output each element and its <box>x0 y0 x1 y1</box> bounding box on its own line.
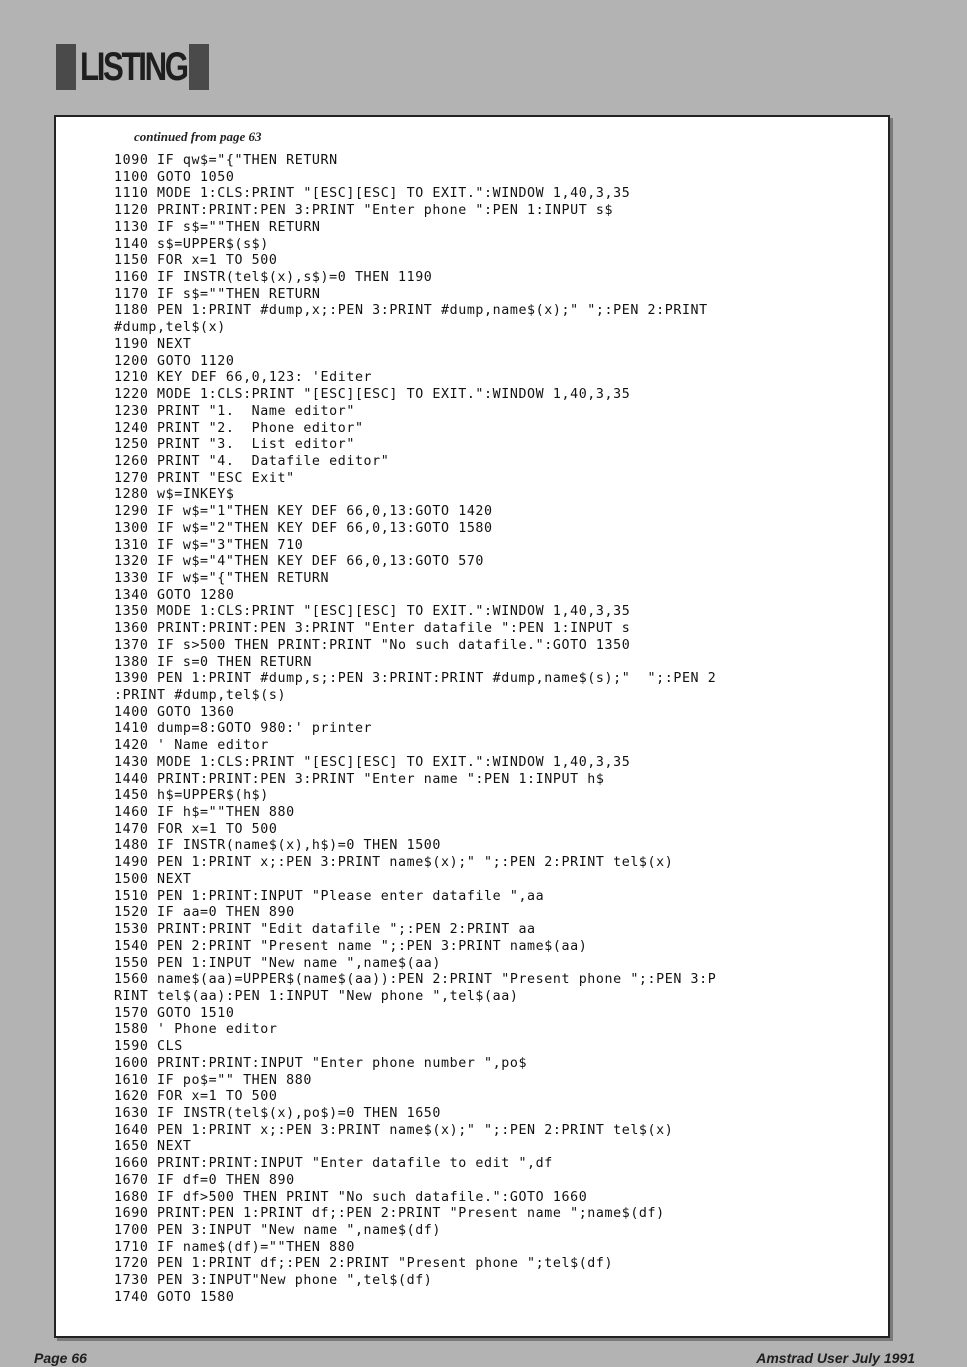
page-number: Page 66 <box>34 1350 87 1366</box>
code-line: 1640 PEN 1:PRINT x;:PEN 3:PRINT name$(x);" ";:PEN 2:PRINT tel$(x) <box>114 1122 674 1138</box>
continued-note: continued from page 63 <box>134 129 262 144</box>
code-line: #dump,tel$(x) <box>114 320 226 336</box>
code-line: 1700 PEN 3:INPUT "New name ",name$(df) <box>114 1223 442 1238</box>
code-line: 1500 NEXT <box>114 871 192 887</box>
code-line: 1140 s$=UPPER$(s$) <box>114 236 269 252</box>
code-line: 1220 MODE 1:CLS:PRINT "[ESC][ESC] TO EXIT.":WINDOW 1,40,3,35 <box>114 387 631 403</box>
code-line: RINT tel$(aa):PEN 1:INPUT "New phone ",tel$(aa) <box>114 988 519 1004</box>
code-line: 1570 GOTO 1510 <box>114 1005 235 1021</box>
code-line: 1130 IF s$=""THEN RETURN <box>114 219 321 235</box>
code-line: 1550 PEN 1:INPUT "New name ",name$(aa) <box>114 955 442 971</box>
header-bar-left <box>56 44 76 90</box>
code-line: 1230 PRINT "1. Name editor" <box>114 403 355 419</box>
code-line: 1280 w$=INKEY$ <box>114 487 235 503</box>
code-line: 1330 IF w$="{"THEN RETURN <box>114 570 330 586</box>
code-line: 1110 MODE 1:CLS:PRINT "[ESC][ESC] TO EXIT.":WINDOW 1,40,3,35 <box>114 186 631 202</box>
code-line: 1710 IF name$(df)=""THEN 880 <box>114 1239 355 1255</box>
code-line: 1120 PRINT:PRINT:PEN 3:PRINT "Enter phone ":PEN 1:INPUT s$ <box>114 203 614 219</box>
section-header <box>56 44 209 90</box>
code-line: 1410 dump=8:GOTO 980:' printer <box>114 721 373 737</box>
code-line: 1670 IF df=0 THEN 890 <box>114 1172 295 1188</box>
code-line: 1150 FOR x=1 TO 500 <box>114 253 278 269</box>
code-line: 1370 IF s>500 THEN PRINT:PRINT "No such datafile.":GOTO 1350 <box>114 637 631 653</box>
code-line: 1540 PEN 2:PRINT "Present name ";:PEN 3:PRINT name$(aa) <box>114 938 588 954</box>
code-line: 1260 PRINT "4. Datafile editor" <box>114 453 390 469</box>
code-line: 1210 KEY DEF 66,0,123: 'Editer <box>114 370 373 386</box>
code-line: 1360 PRINT:PRINT:PEN 3:PRINT "Enter datafile ":PEN 1:INPUT s <box>114 621 631 637</box>
code-line: 1380 IF s=0 THEN RETURN <box>114 654 312 670</box>
code-line: 1400 GOTO 1360 <box>114 704 235 720</box>
code-line: 1240 PRINT "2. Phone editor" <box>114 420 364 436</box>
code-line: 1620 FOR x=1 TO 500 <box>114 1089 278 1105</box>
code-line: 1630 IF INSTR(tel$(x),po$)=0 THEN 1650 <box>114 1105 442 1121</box>
code-line: 1250 PRINT "3. List editor" <box>114 437 355 453</box>
code-line: 1720 PEN 1:PRINT df;:PEN 2:PRINT "Present phone ";tel$(df) <box>114 1256 614 1272</box>
code-line: 1730 PEN 3:INPUT"New phone ",tel$(df) <box>114 1273 433 1289</box>
listing-panel <box>54 115 890 1338</box>
code-line: 1290 IF w$="1"THEN KEY DEF 66,0,13:GOTO 1420 <box>114 504 493 520</box>
code-line: 1430 MODE 1:CLS:PRINT "[ESC][ESC] TO EXIT.":WINDOW 1,40,3,35 <box>114 754 631 770</box>
header-bar-right <box>189 44 209 90</box>
code-listing <box>114 153 716 1307</box>
code-line: 1100 GOTO 1050 <box>114 169 235 185</box>
magazine-issue: Amstrad User July 1991 <box>756 1350 915 1366</box>
code-line: 1420 ' Name editor <box>114 738 269 754</box>
code-line: 1170 IF s$=""THEN RETURN <box>114 286 321 302</box>
code-line: 1740 GOTO 1580 <box>114 1289 235 1305</box>
code-line: 1190 NEXT <box>114 336 192 352</box>
code-line: 1560 name$(aa)=UPPER$(name$(aa)):PEN 2:PRINT "Present phone ";:PEN 3:P <box>114 972 717 988</box>
code-line: 1580 ' Phone editor <box>114 1022 278 1038</box>
code-line: 1530 PRINT:PRINT "Edit datafile ";:PEN 2:PRINT aa <box>114 922 536 938</box>
code-line: 1350 MODE 1:CLS:PRINT "[ESC][ESC] TO EXIT.":WINDOW 1,40,3,35 <box>114 604 631 620</box>
code-line: 1340 GOTO 1280 <box>114 587 235 603</box>
code-line: 1600 PRINT:PRINT:INPUT "Enter phone number ",po$ <box>114 1055 528 1071</box>
code-line: 1090 IF qw$="{"THEN RETURN <box>114 153 338 168</box>
code-line: 1490 PEN 1:PRINT x;:PEN 3:PRINT name$(x);" ";:PEN 2:PRINT tel$(x) <box>114 855 674 871</box>
code-line: 1680 IF df>500 THEN PRINT "No such datafile.":GOTO 1660 <box>114 1189 588 1205</box>
code-line: 1590 CLS <box>114 1039 183 1055</box>
code-line: 1610 IF po$="" THEN 880 <box>114 1072 312 1088</box>
code-line: 1270 PRINT "ESC Exit" <box>114 470 295 486</box>
code-line: :PRINT #dump,tel$(s) <box>114 688 287 703</box>
code-line: 1690 PRINT:PEN 1:PRINT df;:PEN 2:PRINT "Present name ";name$(df) <box>114 1206 665 1222</box>
code-line: 1200 GOTO 1120 <box>114 353 235 369</box>
code-line: 1650 NEXT <box>114 1139 192 1155</box>
code-line: 1510 PEN 1:PRINT:INPUT "Please enter datafile ",aa <box>114 888 545 904</box>
code-line: 1300 IF w$="2"THEN KEY DEF 66,0,13:GOTO 1580 <box>114 520 493 536</box>
code-line: 1520 IF aa=0 THEN 890 <box>114 905 295 921</box>
code-line: 1320 IF w$="4"THEN KEY DEF 66,0,13:GOTO 570 <box>114 554 485 570</box>
code-line: 1660 PRINT:PRINT:INPUT "Enter datafile to edit ",df <box>114 1156 553 1172</box>
section-title: LISTING <box>80 45 187 89</box>
code-line: 1450 h$=UPPER$(h$) <box>114 788 269 804</box>
code-line: 1440 PRINT:PRINT:PEN 3:PRINT "Enter name ":PEN 1:INPUT h$ <box>114 771 605 787</box>
code-line: 1480 IF INSTR(name$(x),h$)=0 THEN 1500 <box>114 838 442 854</box>
code-line: 1160 IF INSTR(tel$(x),s$)=0 THEN 1190 <box>114 270 433 286</box>
code-line: 1460 IF h$=""THEN 880 <box>114 805 295 821</box>
code-line: 1470 FOR x=1 TO 500 <box>114 821 278 837</box>
code-line: 1390 PEN 1:PRINT #dump,s;:PEN 3:PRINT:PRINT #dump,name$(s);" ";:PEN 2 <box>114 671 717 687</box>
code-line: 1180 PEN 1:PRINT #dump,x;:PEN 3:PRINT #dump,name$(x);" ";:PEN 2:PRINT <box>114 303 708 319</box>
code-line: 1310 IF w$="3"THEN 710 <box>114 537 304 553</box>
